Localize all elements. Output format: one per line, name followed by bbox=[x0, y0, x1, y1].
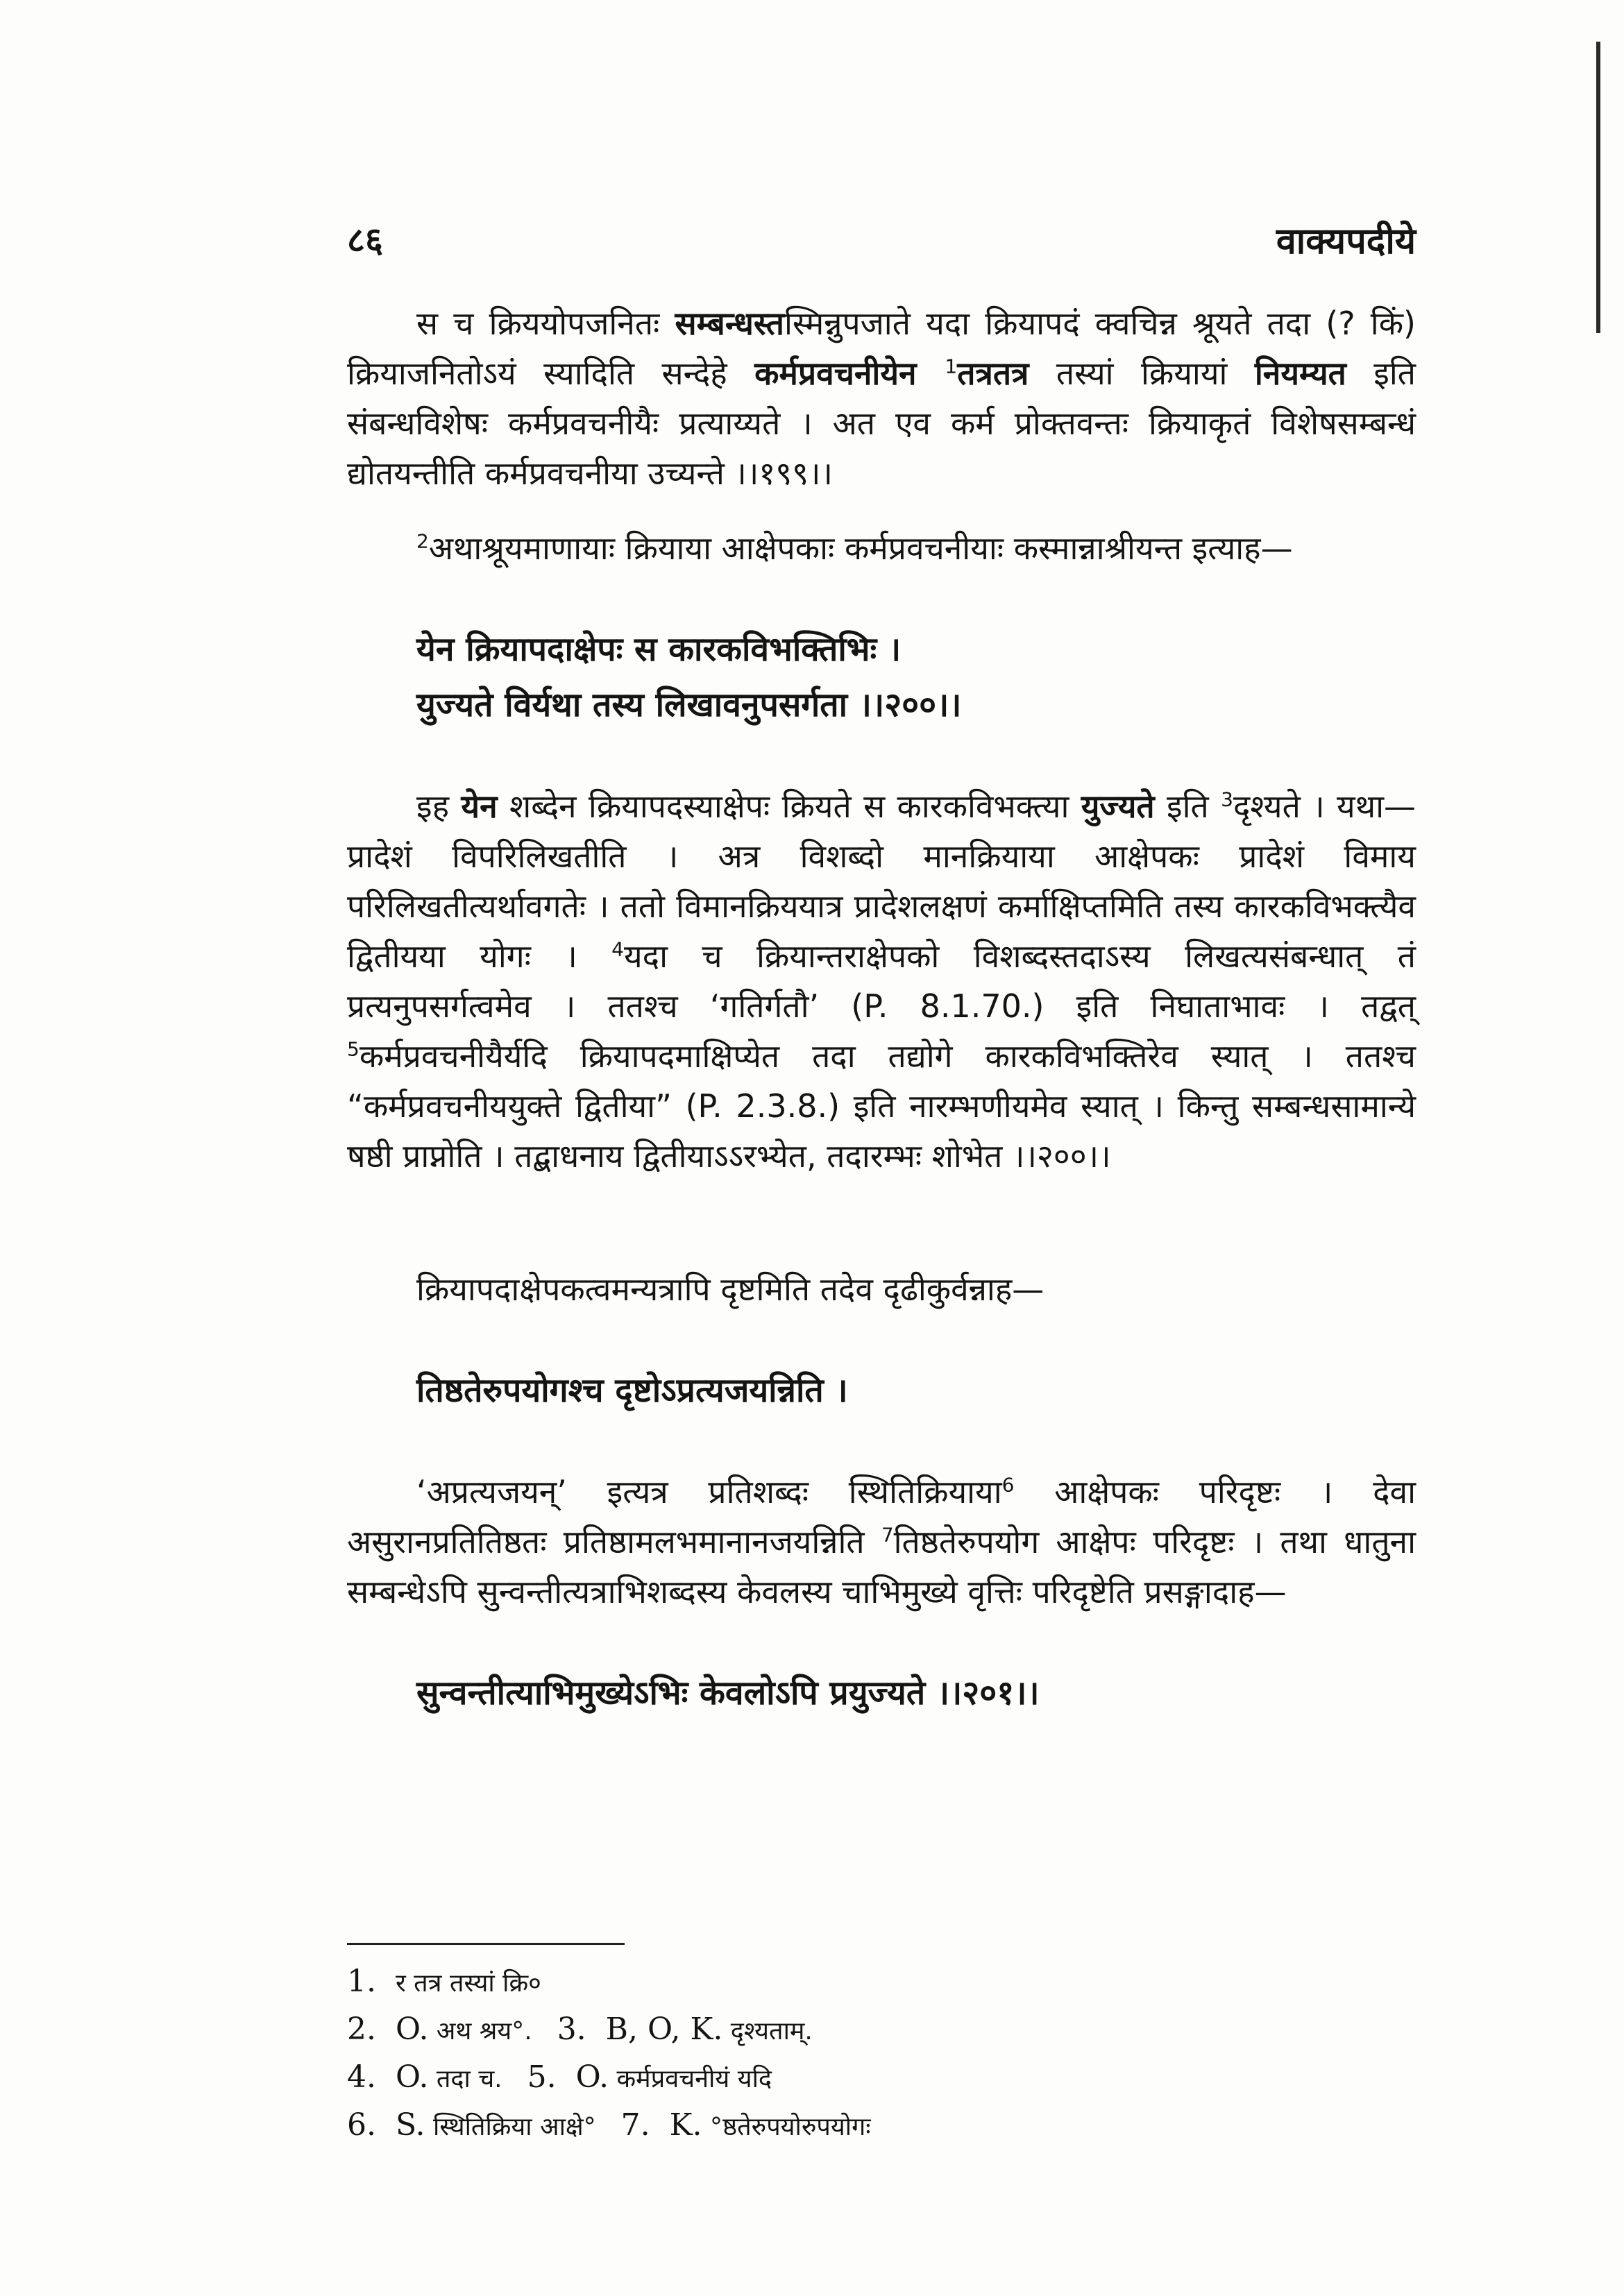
footnote-text bbox=[605, 2012, 813, 2047]
text-segment: सम्बन्धस्त bbox=[675, 305, 784, 342]
footnote-text bbox=[669, 2107, 871, 2143]
page-edge-rule bbox=[1596, 42, 1600, 333]
paragraph-2 bbox=[347, 523, 1416, 573]
footnote-marker: 1 bbox=[945, 355, 958, 378]
text-segment: तिष्ठतेरुपयोग आक्षेपः परिदृष्टः । तथा धातुना सम्बन्धेऽपि सुन्वन्तीत्यत्राभिशब्दस्य केवलस्य चाभिमुख्ये वृत्तिः परिदृष्टेति प्रसङ्गादाह— bbox=[347, 1523, 1416, 1610]
footnote-text bbox=[396, 1969, 541, 1998]
text-segment: तस्यां क्रियायां bbox=[1029, 355, 1255, 392]
footnote-marker: 4 bbox=[611, 937, 624, 961]
footnote-text bbox=[395, 2059, 502, 2095]
text-segment: युज्यते bbox=[1081, 788, 1155, 825]
text-segment: शब्देन क्रियापदस्याक्षेपः क्रियते स कारकविभक्त्या bbox=[497, 788, 1081, 825]
text-segment: इति bbox=[1154, 788, 1221, 825]
footnote-number: 1. bbox=[347, 1964, 376, 1999]
footnotes bbox=[347, 1943, 1416, 2150]
text-segment: इति संबन्धविशेषः कर्मप्रवचनीयैः प्रत्याय्यते । अत एव कर्म प्रोक्तवन्तः क्रियाकृतं विशेषसम्बन्धं द्योतयन्तीति कर्मप्रवचनीया उच्यन्ते ।।१९९।। bbox=[347, 355, 1416, 492]
verse-half: तिष्ठतेरुपयोगश्च दृष्टोऽप्रत्यजयन्निति । bbox=[416, 1371, 848, 1410]
manuscript-siglum: B, O, K. bbox=[605, 2012, 723, 2047]
text-segment: ‘अप्रत्यजयन्’ इत्यत्र प्रतिशब्दः स्थितिक्रियाया bbox=[416, 1473, 1002, 1511]
paragraph-3 bbox=[347, 781, 1416, 1181]
text-segment: आक्षेपकः परिदृष्टः । देवा असुरानप्रतितिष्ठतः प्रतिष्ठामलभमानानजयन्निति bbox=[347, 1473, 1416, 1561]
manuscript-siglum: O. bbox=[575, 2059, 609, 2095]
footnote-reading: र तत्र तस्यां क्रि० bbox=[395, 1969, 541, 1998]
text-segment: नियम्यत bbox=[1254, 355, 1346, 392]
footnote-marker: 3 bbox=[1221, 788, 1233, 811]
footnote-reading: कर्मप्रवचनीयं यदि bbox=[609, 2065, 772, 2093]
footnote-reading: स्थितिक्रिया आक्षे° bbox=[425, 2113, 596, 2141]
text-segment: कर्मप्रवचनीयैर्यदि क्रियापदमाक्षिप्येत तदा तद्योगे कारकविभक्तिरेव स्यात् । ततश्च “कर्मप्रवचनीययुक्ते द्वितीया” (P. 2.3.8.) इति नारम्भणीयमेव स्यात् । किन्तु सम्बन्धसामान्ये षष्ठी प्राप्नोति । तद्बाधनाय द्वितीयाऽऽरभ्येत, तदारम्भः शोभेत ।।२००।। bbox=[347, 1037, 1416, 1175]
footnote-text bbox=[395, 2012, 532, 2047]
verse-200-line-2: युज्यते विर्यथा तस्य लिखावनुपसर्गता ।।२००।। bbox=[416, 686, 962, 724]
footnote-reading: दृश्यताम्. bbox=[722, 2017, 813, 2046]
footnote-text bbox=[395, 2107, 596, 2143]
footnote-number: 2. bbox=[347, 2012, 376, 2047]
text-segment: येन bbox=[461, 788, 498, 825]
footnote-number: 6. bbox=[347, 2107, 376, 2143]
footnote-line bbox=[347, 2102, 1416, 2150]
footnote-reading: °ष्ठतेरुपयोरुपयोगः bbox=[702, 2113, 871, 2141]
page-number: ८६ bbox=[347, 220, 383, 260]
footnote-number: 3. bbox=[557, 2012, 586, 2047]
manuscript-siglum: O. bbox=[395, 2059, 429, 2095]
footnote-rule bbox=[347, 1943, 625, 1945]
manuscript-siglum: K. bbox=[669, 2107, 702, 2143]
footnote-marker: 2 bbox=[416, 529, 429, 553]
footnote-number: 5. bbox=[527, 2059, 557, 2095]
page-header bbox=[347, 215, 1416, 271]
footnote-text bbox=[575, 2059, 772, 2095]
footnote-marker: 6 bbox=[1001, 1473, 1015, 1497]
paragraph-5 bbox=[347, 1467, 1416, 1617]
footnote-reading: तदा च. bbox=[428, 2065, 502, 2093]
verse-201: सुन्वन्तीत्याभिमुख्येऽभिः केवलोऽपि प्रयुज्यते ।।२०१।। bbox=[416, 1674, 1040, 1712]
text-segment: स्मिन्नुपजाते यदा क्रियापदं क्वचिन्न श्रूयते तदा (? किं) क्रियाजनितोऽयं स्यादिति सन्देहे bbox=[347, 305, 1416, 392]
footnote-reading: अथ श्रय°. bbox=[428, 2017, 532, 2046]
footnote-number: 7. bbox=[620, 2107, 650, 2143]
text-segment: कर्मप्रवचनीयेन bbox=[754, 355, 945, 392]
paragraph-4: क्रियापदाक्षेपकत्वमन्यत्रापि दृष्टमिति तदेव दृढीकुर्वन्नाह— bbox=[416, 1270, 1044, 1308]
text-segment: तत्रतत्र bbox=[957, 355, 1029, 392]
text-segment: यदा च क्रियान्तराक्षेपको विशब्दस्तदाऽस्य लिखत्यसंबन्धात् तं प्रत्यनुपसर्गत्वमेव । ततश्च ‘गतिर्गतौ’ (P. 8.1.70.) इति निघाताभावः । तद्वत् bbox=[347, 937, 1416, 1025]
running-title: वाक्यपदीये bbox=[1276, 221, 1416, 262]
main-text bbox=[347, 298, 1416, 1721]
text-segment: स च क्रिययोपजनितः bbox=[416, 305, 675, 342]
text-segment: इह bbox=[416, 788, 462, 825]
text-segment: दृश्यते । यथा—प्रादेशं विपरिलिखतीति । अत्र विशब्दो मानक्रियाया आक्षेपकः प्रादेशं विमाय परिलिखतीत्यर्थावगतेः । ततो विमानक्रिययात्र प्रादेशलक्षणं कर्माक्षिप्तमिति तस्य कारकविभक्त्यैव द्वितीयया योगः । bbox=[347, 788, 1416, 975]
verse-200-line-1: येन क्रियापदाक्षेपः स कारकविभक्तिभिः । bbox=[416, 630, 902, 669]
manuscript-siglum: O. bbox=[395, 2012, 429, 2047]
paragraph-1 bbox=[347, 298, 1416, 498]
footnote-line bbox=[347, 1959, 1416, 2007]
text-segment: अथाश्रूयमाणायाः क्रियाया आक्षेपकाः कर्मप्रवचनीयाः कस्मान्नाश्रीयन्त इत्याह— bbox=[428, 529, 1293, 567]
footnote-marker: 7 bbox=[881, 1523, 894, 1547]
manuscript-siglum: S. bbox=[395, 2107, 425, 2143]
footnote-line bbox=[347, 2055, 1416, 2102]
footnote-list bbox=[347, 1959, 1416, 2150]
footnote-number: 4. bbox=[347, 2059, 376, 2095]
footnote-marker: 5 bbox=[347, 1037, 360, 1061]
footnote-line bbox=[347, 2007, 1416, 2055]
